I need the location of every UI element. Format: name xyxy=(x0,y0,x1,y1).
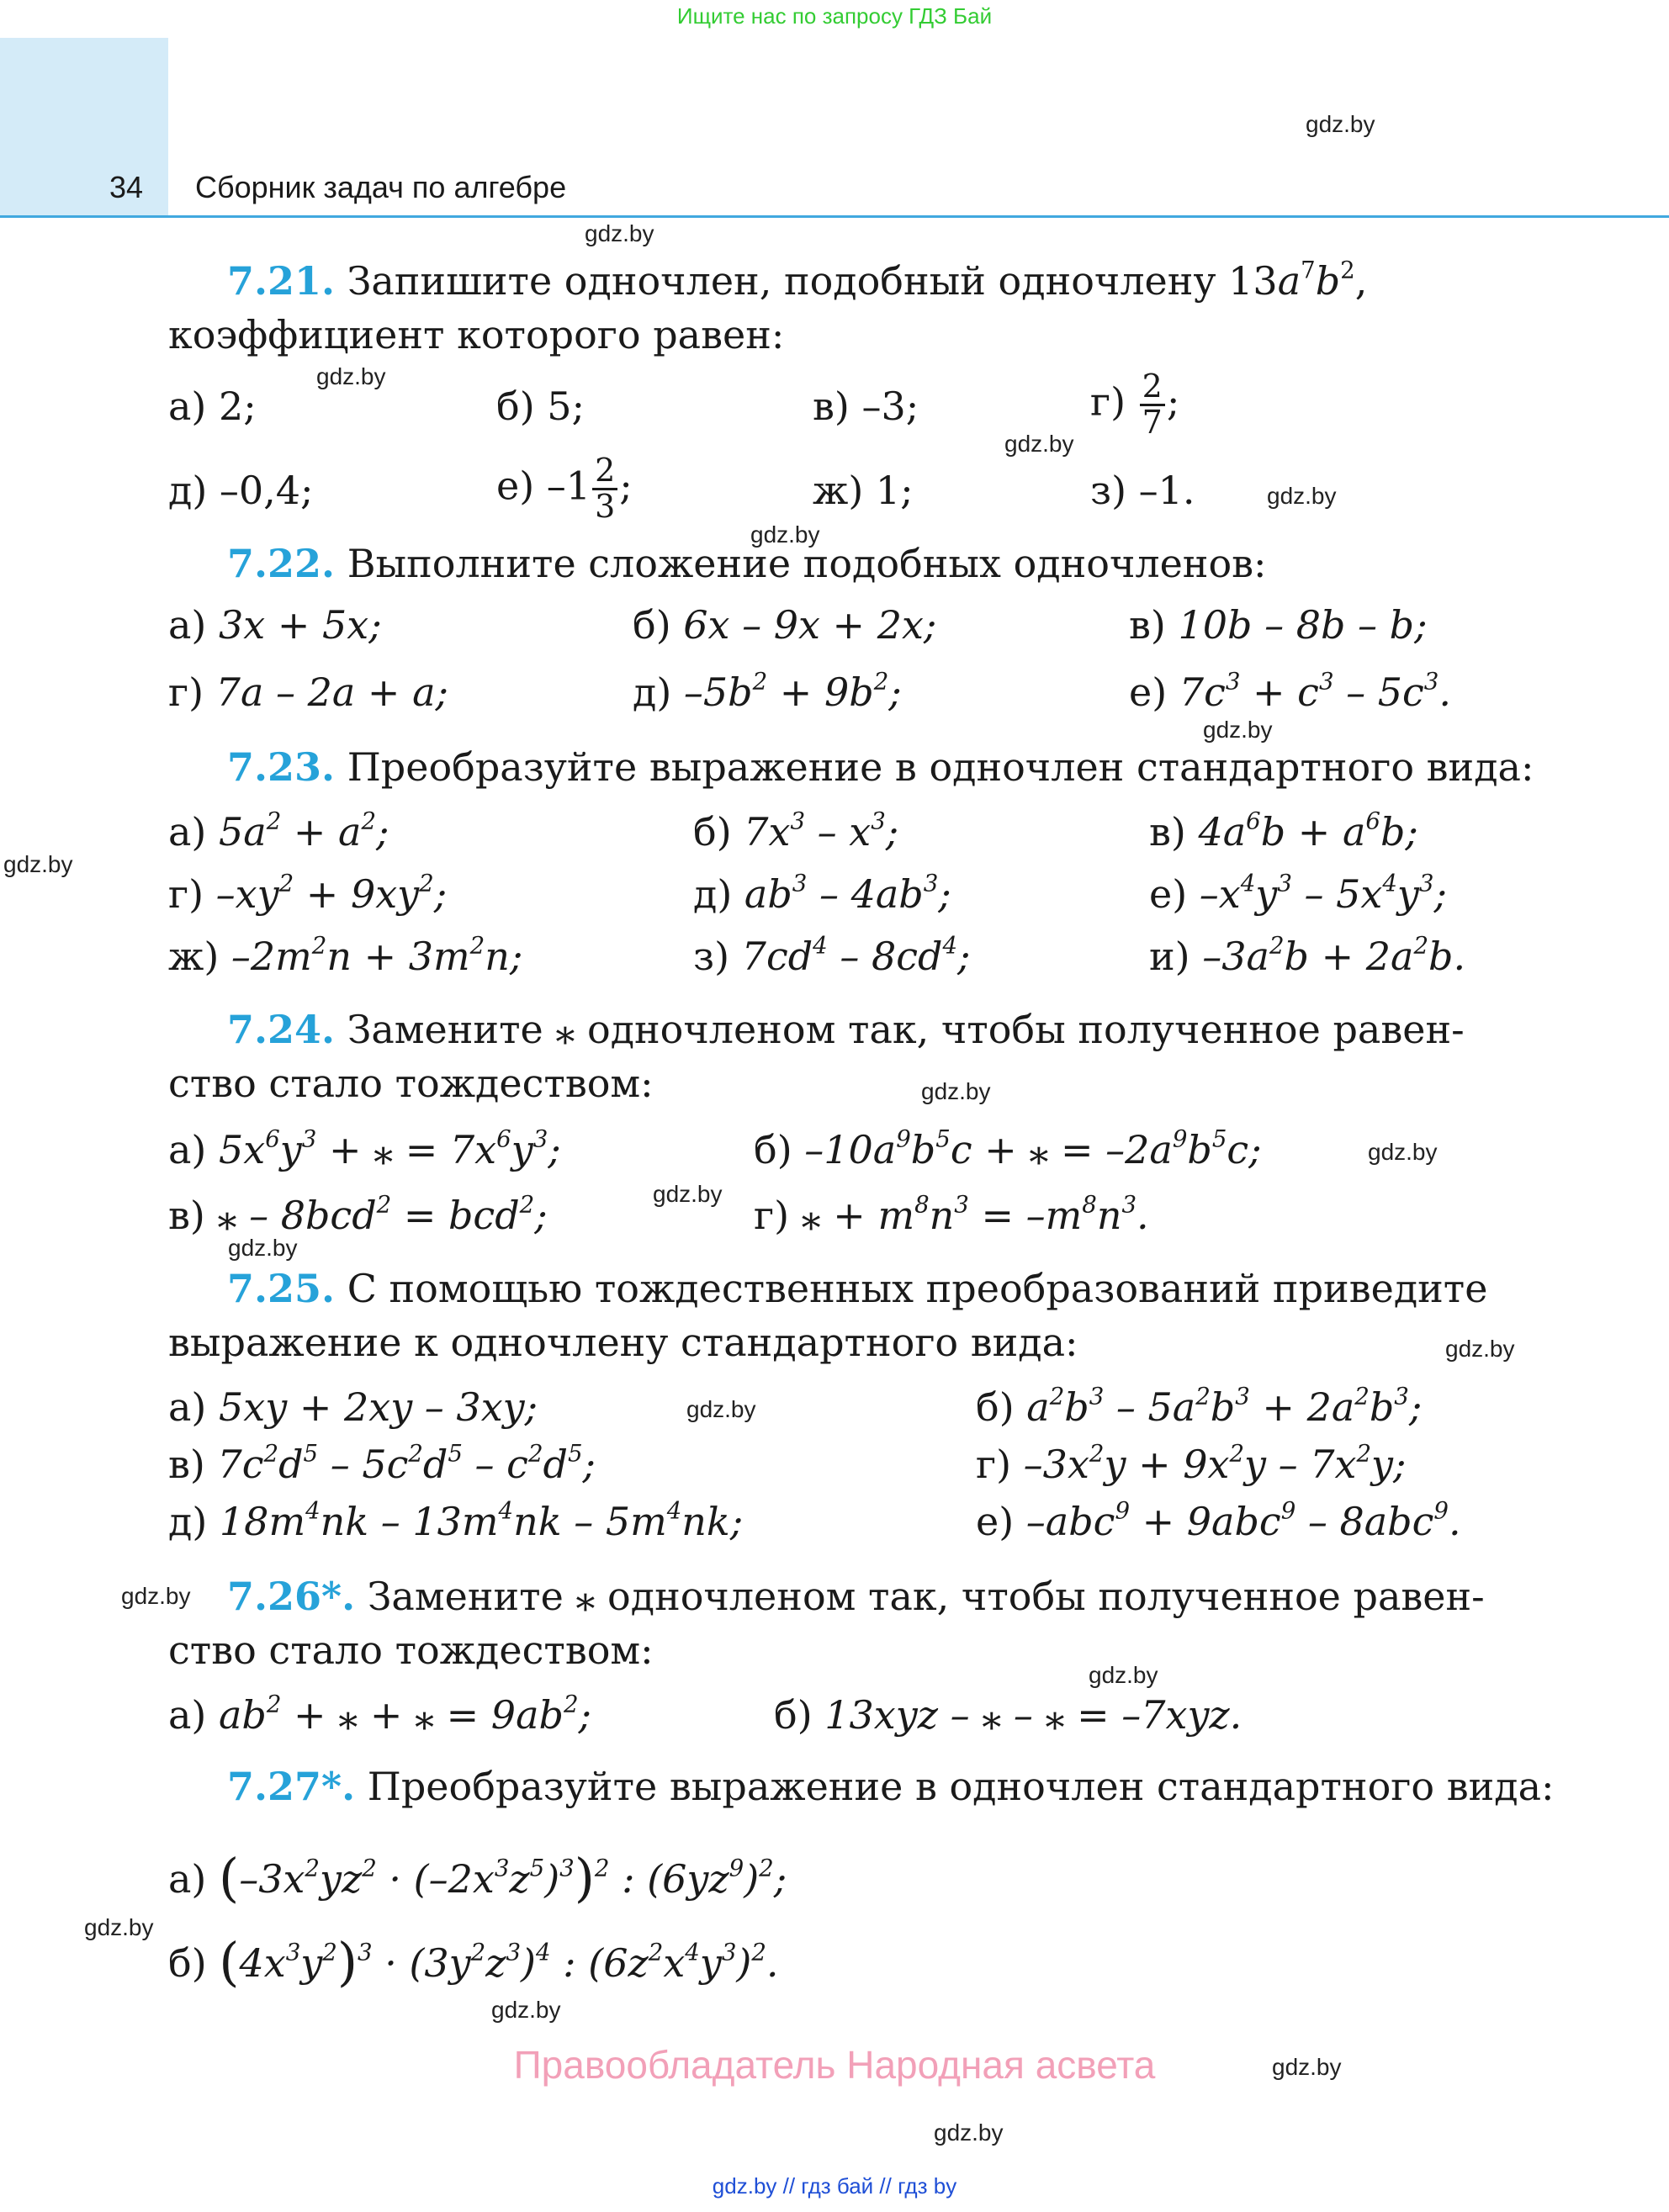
watermark: gdz.by xyxy=(585,220,654,246)
page-number: 34 xyxy=(109,170,144,204)
fraction: $\frac{2}{7}$ xyxy=(1140,370,1165,440)
option-b: б) 6x – 9x + 2x; xyxy=(633,602,937,648)
watermark: gdz.by xyxy=(316,363,386,389)
option-v: в) $7c^2d^5 - 5c^2d^5 - c^2d^5$; xyxy=(168,1439,596,1487)
watermark: gdz.by xyxy=(3,851,73,877)
option-a: а) $5a^2 + a^2$; xyxy=(168,807,389,855)
option-i: и) $-3a^2b + 2a^2b$. xyxy=(1149,931,1466,979)
problem-number: 7.25. xyxy=(227,1266,336,1311)
option-b: б) $-10a^9b^5c$ + ⁎ = $-2a^9b^5c$; xyxy=(754,1125,1262,1172)
option-z: з) $7cd^4 - 8cd^4$; xyxy=(693,931,971,979)
watermark: gdz.by xyxy=(653,1181,723,1207)
problem-7-24-line-1: 7.24. Замените ⁎ одночленом так, чтобы полученное равен- xyxy=(227,1007,1465,1052)
option-g: г) $-xy^2 + 9xy^2$; xyxy=(168,869,448,917)
monomial: $13a^7b^2$ xyxy=(1228,256,1355,304)
watermark: gdz.by xyxy=(1004,431,1074,457)
option-b: б) 5; xyxy=(496,384,585,429)
watermark: gdz.by xyxy=(750,521,820,548)
option-b: б) $(4x^3y^2)^3 \cdot (3y^2z^3)^4$ : $(6z^2x^4y^3)^2$. xyxy=(168,1931,779,1992)
watermark: gdz.by xyxy=(1267,483,1337,509)
watermark: gdz.by xyxy=(84,1914,154,1940)
problem-7-24-line-2: ство стало тождеством: xyxy=(168,1061,654,1106)
problem-7-25-line-2: выражение к одночлену стандартного вида: xyxy=(168,1320,1078,1365)
option-e: е) $7c^3 + c^3 - 5c^3$. xyxy=(1129,667,1451,715)
option-b: б) 13xyz – ⁎ – ⁎ = –7xyz. xyxy=(774,1692,1242,1738)
option-v: в) $4a^6b + a^6b$; xyxy=(1149,807,1418,855)
option-z: з) –1. xyxy=(1090,468,1195,513)
option-d: д) –0,4; xyxy=(168,468,314,513)
copyright-notice: Правообладатель Народная асвета xyxy=(513,2043,1156,2087)
watermark: gdz.by xyxy=(1203,717,1273,743)
problem-number: 7.21. xyxy=(227,258,336,304)
option-v: в) –3; xyxy=(813,384,919,429)
option-d: д) $ab^3 - 4ab^3$; xyxy=(693,869,951,917)
problem-number: 7.23. xyxy=(227,744,336,790)
problem-number: 7.26*. xyxy=(227,1574,356,1619)
problem-number: 7.22. xyxy=(227,541,336,586)
watermark: gdz.by xyxy=(228,1235,298,1261)
option-a: а) $5x^6y^3$ + ⁎ = $7x^6y^3$; xyxy=(168,1125,561,1172)
watermark: gdz.by xyxy=(121,1583,191,1609)
option-v: в) ⁎ – 8bcd$^2$ = bcd$^2$; xyxy=(168,1190,548,1238)
option-a: а) 5xy + 2xy – 3xy; xyxy=(168,1384,538,1430)
problem-number: 7.24. xyxy=(227,1007,336,1052)
top-banner[interactable]: Ищите нас по запросу ГДЗ Бай xyxy=(676,3,993,29)
option-b: б) $a^2b^3 - 5a^2b^3 + 2a^2b^3$; xyxy=(976,1382,1423,1430)
problem-7-26-line-2: ство стало тождеством: xyxy=(168,1627,654,1673)
option-zh: ж) $-2m^2n + 3m^2n$; xyxy=(168,931,523,979)
option-g: г) $\frac{2}{7}$ ; xyxy=(1090,368,1180,441)
watermark: gdz.by xyxy=(1368,1139,1438,1165)
footer-links[interactable]: gdz.by // гдз бай // гдз by xyxy=(712,2173,957,2199)
option-a: а) 2; xyxy=(168,384,257,429)
problem-7-26-line-1: 7.26*. Замените ⁎ одночленом так, чтобы полученное равен- xyxy=(227,1574,1485,1619)
problem-number: 7.27*. xyxy=(227,1764,356,1809)
option-d: д) $-5b^2 + 9b^2$; xyxy=(633,667,902,715)
option-g: г) 7a – 2a + a; xyxy=(168,669,449,715)
problem-7-22-line-1: 7.22. Выполните сложение подобных одночленов: xyxy=(227,541,1267,586)
option-zh: ж) 1; xyxy=(813,468,914,513)
watermark: gdz.by xyxy=(1445,1336,1515,1362)
fraction: $\frac{2}{3}$ xyxy=(592,454,617,524)
option-a: а) $ab^2$ + ⁎ + ⁎ = $9ab^2$; xyxy=(168,1690,591,1738)
problem-7-25-line-1: 7.25. С помощью тождественных преобразований приведите xyxy=(227,1266,1488,1311)
header-rule xyxy=(0,215,1669,218)
option-g: г) $-3x^2y + 9x^2y - 7x^2y$; xyxy=(976,1439,1407,1487)
problem-7-21-line-1: 7.21. Запишите одночлен, подобный одночлену $13a^7b^2$, xyxy=(227,256,1368,304)
watermark: gdz.by xyxy=(491,1997,561,2023)
option-e: е) –1 $\frac{2}{3}$ ; xyxy=(496,452,633,525)
watermark: gdz.by xyxy=(1089,1662,1158,1688)
watermark: gdz.by xyxy=(686,1396,756,1422)
watermark: gdz.by xyxy=(934,2119,1004,2146)
problem-7-23-line-1: 7.23. Преобразуйте выражение в одночлен стандартного вида: xyxy=(227,744,1534,790)
option-e: е) –abc$^9$ + 9abc$^9$ – 8abc$^9$. xyxy=(976,1496,1461,1544)
problem-7-27-line-1: 7.27*. Преобразуйте выражение в одночлен стандартного вида: xyxy=(227,1764,1555,1809)
option-a: а) $(-3x^2yz^2 \cdot (-2x^3z^5)^3)^2$ : $(6yz^9)^2$; xyxy=(168,1847,787,1908)
option-a: а) 3x + 5x; xyxy=(168,602,382,648)
option-e: е) $-x^4y^3 - 5x^4y^3$; xyxy=(1149,869,1447,917)
option-d: д) $18m^4nk - 13m^4nk - 5m^4nk$; xyxy=(168,1496,744,1544)
option-g: г) ⁎ + $m^8n^3 = -m^8n^3$. xyxy=(754,1190,1149,1238)
problem-7-21-line-2: коэффициент которого равен: xyxy=(168,312,785,357)
book-title: Сборник задач по алгебре xyxy=(195,170,567,204)
watermark: gdz.by xyxy=(921,1078,991,1104)
option-b: б) $7x^3 - x^3$; xyxy=(693,807,899,855)
watermark: gdz.by xyxy=(1306,111,1375,137)
option-v: в) 10b – 8b – b; xyxy=(1129,602,1428,648)
watermark: gdz.by xyxy=(1272,2054,1342,2080)
